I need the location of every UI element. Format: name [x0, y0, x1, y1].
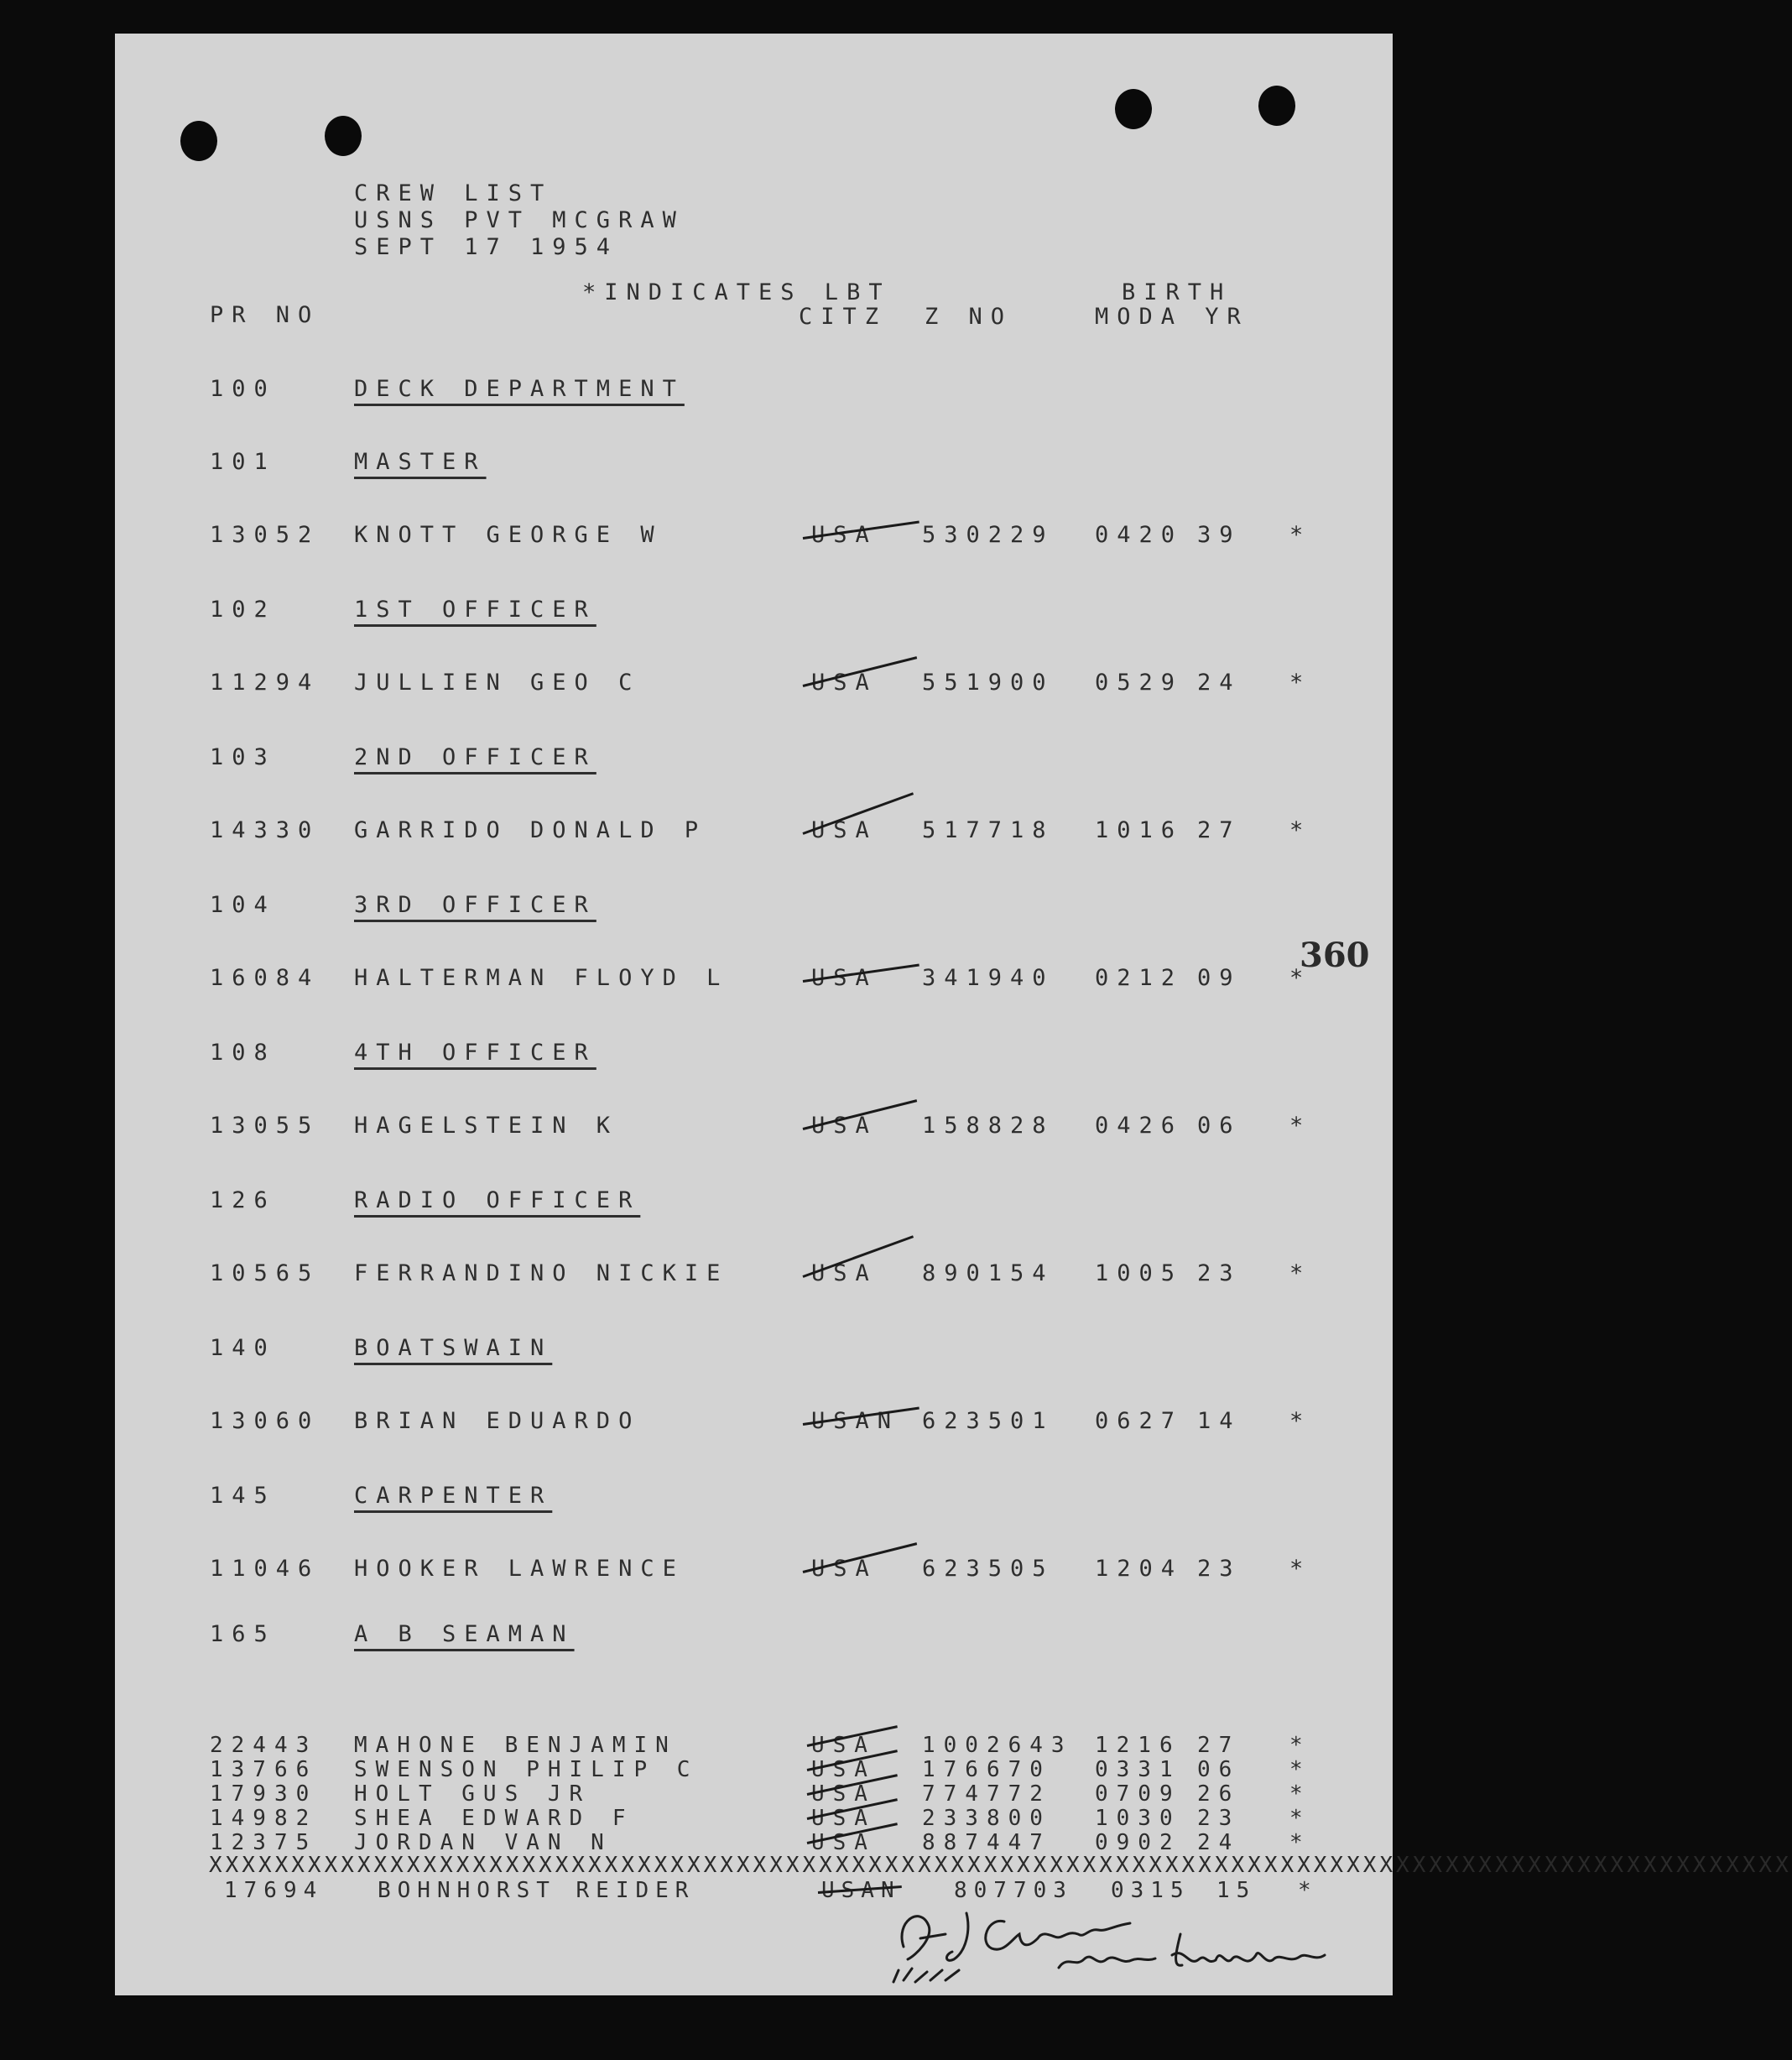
crew-lbt-mark: *: [1289, 670, 1312, 696]
ab-pr-number: 17930: [210, 1781, 318, 1807]
crew-citizenship: USA: [811, 1113, 878, 1139]
ab-citizenship: USA: [811, 1830, 876, 1855]
ab-birth-moda: 0902: [1095, 1830, 1181, 1855]
crew-citizenship: USA: [811, 670, 878, 696]
punch-hole-left-1: [180, 121, 217, 161]
ab-birth-yr: 27: [1197, 1733, 1241, 1758]
section-title: 2ND OFFICER: [354, 744, 596, 770]
crew-z-number: 341940: [922, 965, 1055, 991]
z-no-heading: Z NO: [925, 304, 1013, 330]
moda-yr-heading: MODA YR: [1095, 304, 1249, 330]
ab-z-number: 887447: [922, 1830, 1051, 1855]
crew-birth-moda: 1005: [1095, 1260, 1184, 1286]
ab-name: MAHONE BENJAMIN: [354, 1733, 677, 1758]
crew-pr-number: 11294: [210, 670, 320, 696]
ab-lbt-mark: *: [1289, 1733, 1311, 1758]
ab-birth-yr: 26: [1197, 1781, 1241, 1807]
crew-pr-number: 10565: [210, 1260, 320, 1286]
ab-citizenship: USA: [811, 1781, 876, 1807]
crew-birth-yr: 23: [1197, 1556, 1242, 1582]
crew-lbt-mark: *: [1289, 1556, 1312, 1582]
final-row-yr: 15: [1216, 1878, 1257, 1903]
crew-name: HALTERMAN FLOYD L: [354, 965, 729, 991]
crew-z-number: 623501: [922, 1408, 1055, 1434]
final-row-mark: *: [1298, 1878, 1318, 1903]
crew-birth-moda: 0212: [1095, 965, 1184, 991]
typed-deletion-line: XXXXXXXXXXXXXXXXXXXXXXXXXXXXXXXXXXXXXXXXXXXXXXXXXXXXXXXXXXXXXXXXXXXXXXXXXXXXXXXXXXXXXXXXXXXXXXXX: [209, 1853, 1792, 1878]
crew-name: JULLIEN GEO C: [354, 670, 641, 696]
document-page: [115, 34, 1792, 1995]
section-title: RADIO OFFICER: [354, 1187, 641, 1213]
ab-citizenship: USA: [811, 1733, 876, 1758]
section-code: 140: [210, 1335, 276, 1361]
birth-heading: BIRTH: [1122, 279, 1232, 305]
ab-birth-yr: 06: [1197, 1757, 1241, 1782]
crew-name: FERRANDINO NICKIE: [354, 1260, 729, 1286]
department-name: DECK DEPARTMENT: [354, 376, 685, 402]
ab-pr-number: 14982: [210, 1806, 318, 1831]
section-code: 126: [210, 1187, 276, 1213]
crew-name: GARRIDO DONALD P: [354, 817, 707, 843]
crew-name: KNOTT GEORGE W: [354, 522, 663, 548]
crew-birth-yr: 14: [1197, 1408, 1242, 1434]
section-title: 1ST OFFICER: [354, 597, 596, 623]
crew-birth-yr: 23: [1197, 1260, 1242, 1286]
ab-pr-number: 13766: [210, 1757, 318, 1782]
crew-z-number: 623505: [922, 1556, 1055, 1582]
ab-citizenship: USA: [811, 1757, 876, 1782]
ab-birth-moda: 1030: [1095, 1806, 1181, 1831]
crew-pr-number: 11046: [210, 1556, 320, 1582]
crew-lbt-mark: *: [1289, 817, 1312, 843]
punch-hole-right-1: [1115, 89, 1152, 129]
pr-no-heading: PR NO: [210, 302, 320, 328]
inspector-signature: [887, 1888, 1357, 1989]
crew-birth-yr: 39: [1197, 522, 1242, 548]
final-row-citz: USAN: [821, 1878, 901, 1903]
department-code: 100: [210, 376, 276, 402]
ab-pr-number: 22443: [210, 1733, 318, 1758]
section-code: 145: [210, 1483, 276, 1509]
crew-lbt-mark: *: [1289, 522, 1312, 548]
ab-citizenship: USA: [811, 1806, 876, 1831]
header-date: SEPT 17 1954: [354, 234, 619, 260]
crew-name: HOOKER LAWRENCE: [354, 1556, 685, 1582]
crew-birth-moda: 1016: [1095, 817, 1184, 843]
crew-birth-moda: 1204: [1095, 1556, 1184, 1582]
ab-name: HOLT GUS JR: [354, 1781, 591, 1807]
ab-birth-moda: 0331: [1095, 1757, 1181, 1782]
crew-z-number: 530229: [922, 522, 1055, 548]
crew-birth-moda: 0627: [1095, 1408, 1184, 1434]
section-title: MASTER: [354, 449, 487, 475]
header-vessel: USNS PVT MCGRAW: [354, 207, 685, 233]
crew-citizenship: USA: [811, 817, 878, 843]
crew-citizenship: USA: [811, 965, 878, 991]
crew-birth-yr: 09: [1197, 965, 1242, 991]
ab-seaman-code: 165: [210, 1621, 276, 1647]
crew-z-number: 551900: [922, 670, 1055, 696]
crew-lbt-mark: *: [1289, 1408, 1312, 1434]
crew-birth-yr: 27: [1197, 817, 1242, 843]
section-code: 108: [210, 1040, 276, 1066]
ab-seaman-title: A B SEAMAN: [354, 1621, 575, 1647]
crew-lbt-mark: *: [1289, 1260, 1312, 1286]
crew-lbt-mark: *: [1289, 965, 1312, 991]
section-code: 102: [210, 597, 276, 623]
ab-lbt-mark: *: [1289, 1830, 1311, 1855]
crew-pr-number: 13055: [210, 1113, 320, 1139]
page-stamp-number: 360: [1300, 936, 1370, 975]
crew-pr-number: 14330: [210, 817, 320, 843]
ab-pr-number: 12375: [210, 1830, 318, 1855]
ab-name: JORDAN VAN N: [354, 1830, 612, 1855]
crew-birth-moda: 0426: [1095, 1113, 1184, 1139]
crew-name: BRIAN EDUARDO: [354, 1408, 641, 1434]
crew-citizenship: USA: [811, 1260, 878, 1286]
final-row-z: 807703: [954, 1878, 1073, 1903]
crew-z-number: 517718: [922, 817, 1055, 843]
crew-z-number: 158828: [922, 1113, 1055, 1139]
crew-z-number: 890154: [922, 1260, 1055, 1286]
ab-lbt-mark: *: [1289, 1781, 1311, 1807]
crew-citizenship: USAN: [811, 1408, 900, 1434]
ab-z-number: 774772: [922, 1781, 1051, 1807]
section-code: 103: [210, 744, 276, 770]
section-code: 104: [210, 892, 276, 918]
ab-lbt-mark: *: [1289, 1757, 1311, 1782]
final-row-moda: 0315: [1111, 1878, 1190, 1903]
punch-hole-left-2: [325, 116, 362, 156]
crew-pr-number: 13060: [210, 1408, 320, 1434]
section-title: 3RD OFFICER: [354, 892, 596, 918]
ab-birth-yr: 23: [1197, 1806, 1241, 1831]
crew-citizenship: USA: [811, 1556, 878, 1582]
ab-birth-yr: 24: [1197, 1830, 1241, 1855]
crew-birth-yr: 24: [1197, 670, 1242, 696]
section-code: 101: [210, 449, 276, 475]
crew-birth-moda: 0420: [1095, 522, 1184, 548]
ab-lbt-mark: *: [1289, 1806, 1311, 1831]
ab-name: SWENSON PHILIP C: [354, 1757, 699, 1782]
ab-birth-moda: 1216: [1095, 1733, 1181, 1758]
crew-pr-number: 13052: [210, 522, 320, 548]
section-title: BOATSWAIN: [354, 1335, 553, 1361]
ab-z-number: 233800: [922, 1806, 1051, 1831]
indicates-note: *INDICATES LBT: [582, 279, 891, 305]
section-title: 4TH OFFICER: [354, 1040, 596, 1066]
crew-birth-moda: 0529: [1095, 670, 1184, 696]
citz-heading: CITZ: [799, 304, 888, 330]
crew-pr-number: 16084: [210, 965, 320, 991]
final-row-name: BOHNHORST REIDER: [378, 1878, 695, 1903]
section-title: CARPENTER: [354, 1483, 553, 1509]
punch-hole-right-2: [1258, 86, 1295, 126]
ab-z-number: 176670: [922, 1757, 1051, 1782]
ab-birth-moda: 0709: [1095, 1781, 1181, 1807]
crew-name: HAGELSTEIN K: [354, 1113, 619, 1139]
ab-name: SHEA EDWARD F: [354, 1806, 634, 1831]
crew-birth-yr: 06: [1197, 1113, 1242, 1139]
header-title: CREW LIST: [354, 180, 553, 206]
ab-z-number: 1002643: [922, 1733, 1073, 1758]
crew-citizenship: USA: [811, 522, 878, 548]
final-row-pr: 17694: [224, 1878, 324, 1903]
crew-lbt-mark: *: [1289, 1113, 1312, 1139]
